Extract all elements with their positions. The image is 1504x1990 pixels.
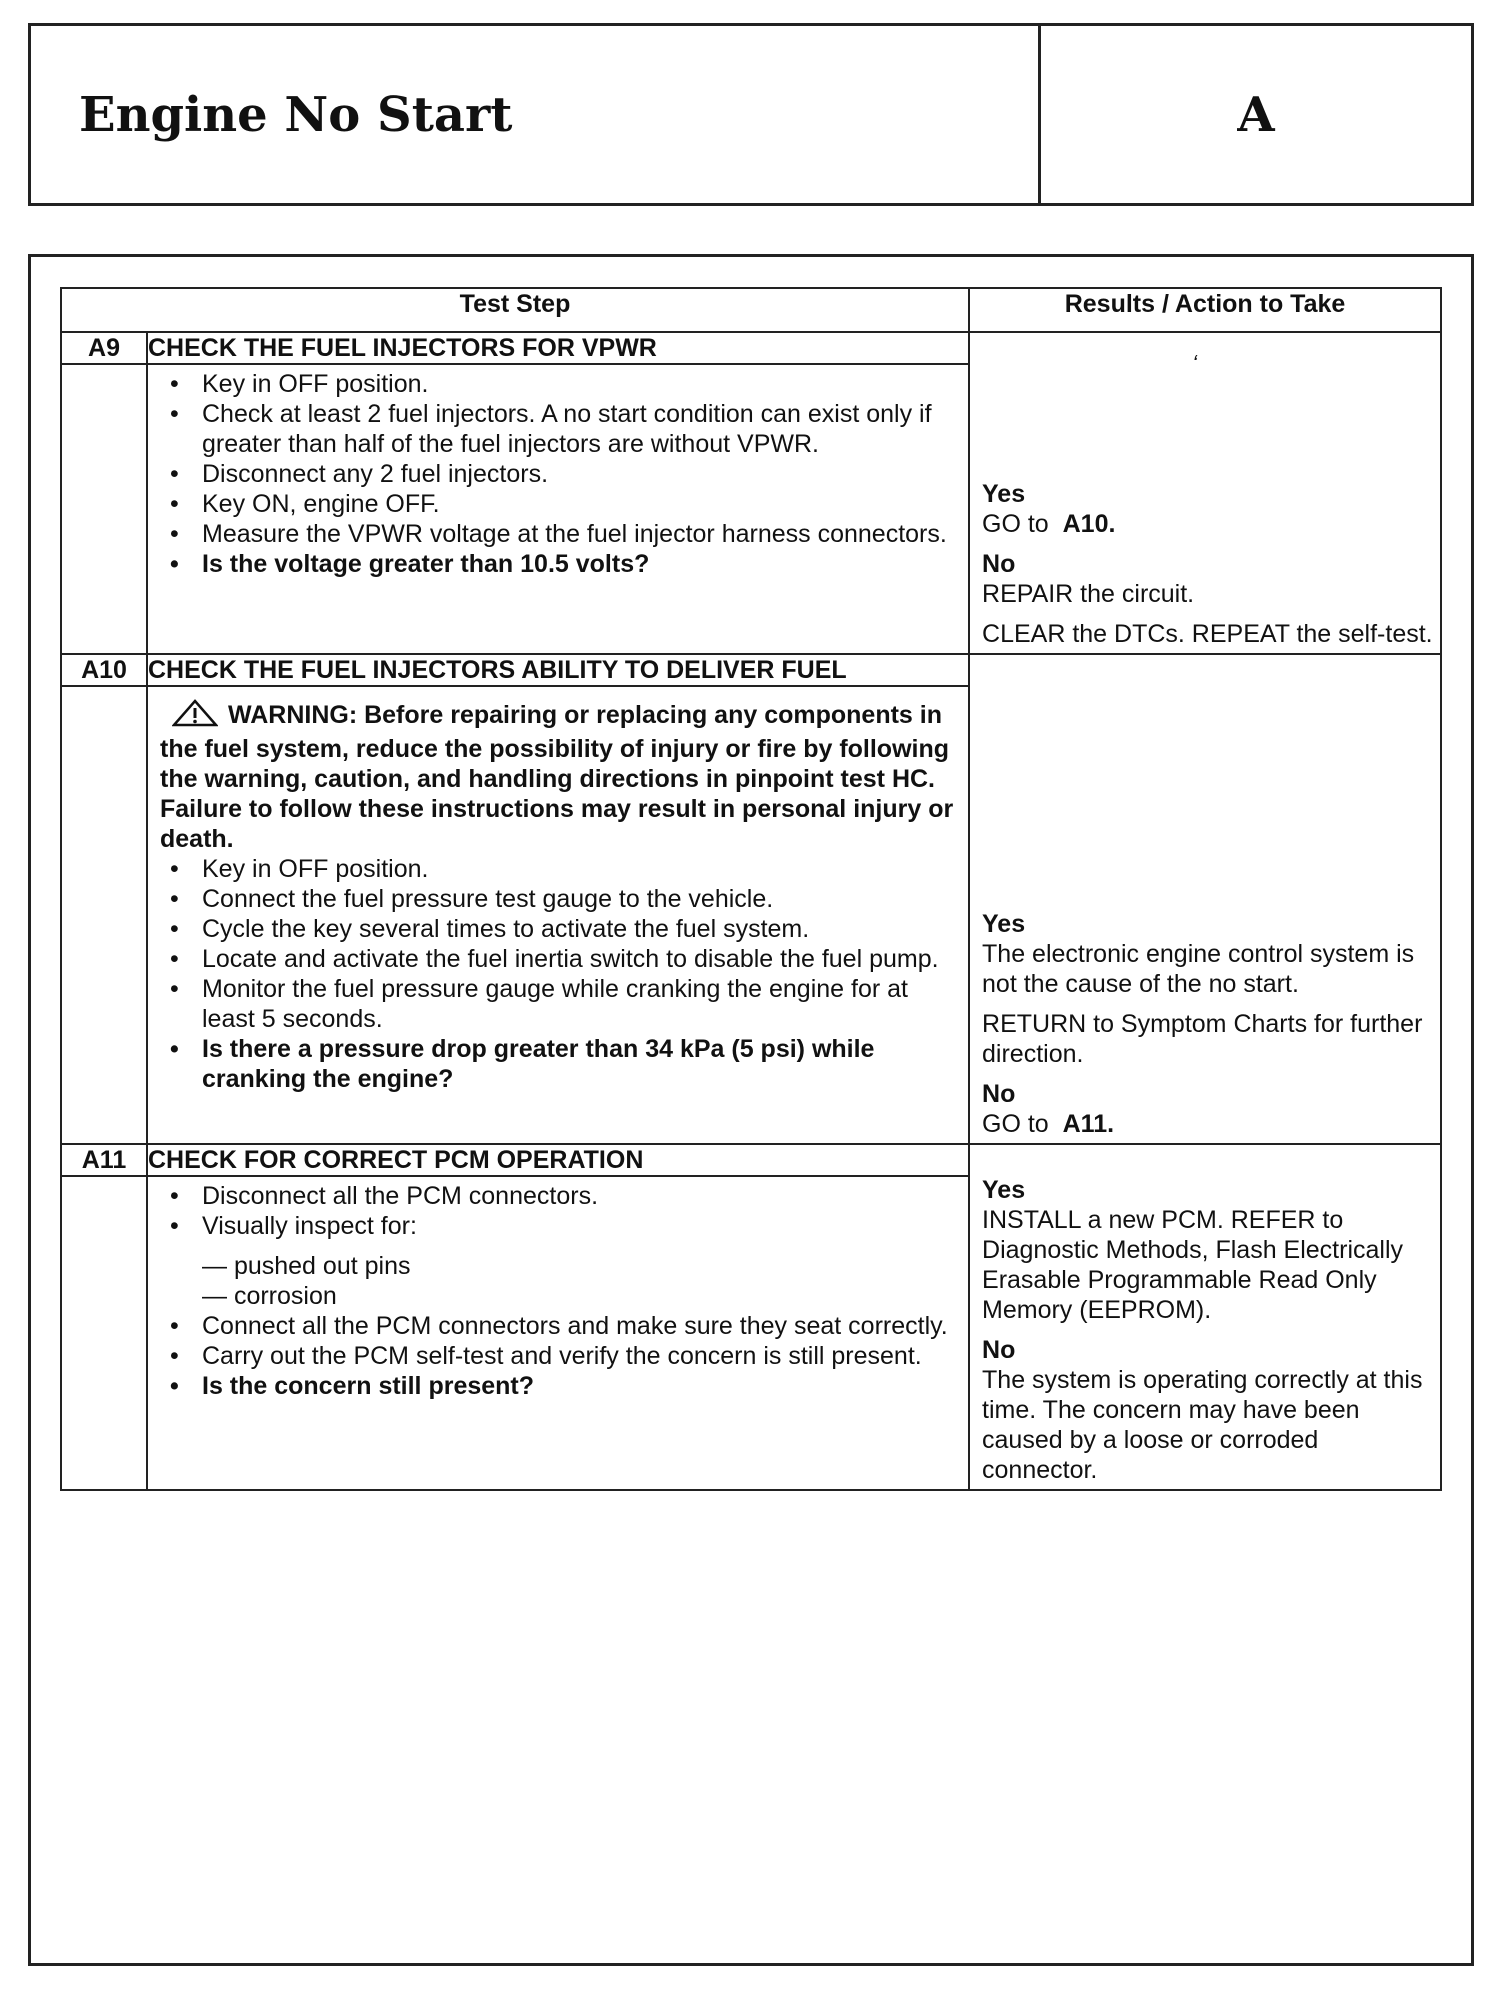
list-item-question: • Is there a pressure drop greater than 34 kPa (5 psi) while cranking the engine? — [170, 1035, 875, 1093]
section-letter: A — [1237, 86, 1275, 143]
list-item: • Monitor the fuel pressure gauge while cranking the engine for at least 5 seconds. — [170, 975, 908, 1033]
list-item: • Cycle the key several times to activate the fuel system. — [170, 915, 810, 943]
list-item: • Connect the fuel pressure test gauge to the vehicle. — [170, 885, 774, 913]
step-row-a11 — [61, 1144, 1441, 1176]
column-header-results: Results / Action to Take — [969, 288, 1441, 332]
list-item: • Connect all the PCM connectors and make sure they seat correctly. — [170, 1312, 948, 1340]
step-body — [147, 686, 969, 1144]
stray-mark: ʻ — [1192, 351, 1197, 376]
result-yes-text: INSTALL a new PCM. REFER to Diagnostic Methods, Flash Electrically Erasable Programmable Read Only Memory (EEPROM). — [982, 1206, 1404, 1324]
list-item: • Check at least 2 fuel injectors. A no start condition can exist only if greater than half of the fuel injectors are without VPWR. — [170, 400, 932, 458]
step-results — [969, 332, 1441, 654]
list-item: • Disconnect any 2 fuel injectors. — [170, 460, 549, 488]
step-title: CHECK THE FUEL INJECTORS FOR VPWR — [147, 332, 969, 364]
warning-block — [160, 691, 958, 854]
step-id: A10 — [61, 654, 147, 686]
list-item: • Disconnect all the PCM connectors. — [170, 1182, 599, 1210]
list-item-question: • Is the concern still present? — [170, 1372, 535, 1400]
result-yes-text: The electronic engine control system is not the cause of the no start. — [982, 940, 1415, 998]
result-no-text: CLEAR the DTCs. REPEAT the self-test. — [982, 620, 1433, 648]
step-results — [969, 1144, 1441, 1490]
step-body — [147, 1176, 969, 1490]
result-no-text: The system is operating correctly at this time. The concern may have been caused by a loose or corroded connector. — [982, 1366, 1423, 1484]
page-title: Engine No Start — [31, 26, 1041, 203]
step-id: A11 — [61, 1144, 147, 1176]
result-yes-label: Yes — [982, 910, 1026, 938]
result-no-action: GO to A11. — [982, 1110, 1115, 1138]
sub-item: — corrosion — [202, 1282, 337, 1310]
result-yes-label: Yes — [982, 1176, 1026, 1204]
result-no-label: No — [982, 1336, 1016, 1364]
list-item: • Key in OFF position. — [170, 855, 429, 883]
list-item: • Key in OFF position. — [170, 370, 429, 398]
step-body — [147, 364, 969, 654]
result-yes-label: Yes — [982, 480, 1026, 508]
list-item-question: • Is the voltage greater than 10.5 volts? — [170, 550, 650, 578]
warning-icon — [172, 699, 218, 734]
result-no-label: No — [982, 550, 1016, 578]
result-no-label: No — [982, 1080, 1016, 1108]
test-step-table — [60, 287, 1442, 1491]
list-item: • Carry out the PCM self-test and verify the concern is still present. — [170, 1342, 922, 1370]
result-no-text: REPAIR the circuit. — [982, 580, 1195, 608]
list-item: • Locate and activate the fuel inertia switch to disable the fuel pump. — [170, 945, 939, 973]
list-item: • Measure the VPWR voltage at the fuel injector harness connectors. — [170, 520, 947, 548]
title-box — [28, 23, 1474, 206]
step-row-a10 — [61, 654, 1441, 686]
list-item: • Key ON, engine OFF. — [170, 490, 440, 518]
step-id: A9 — [61, 332, 147, 364]
step-results — [969, 654, 1441, 1144]
sub-item: — pushed out pins — [202, 1252, 411, 1280]
step-row-a9 — [61, 332, 1441, 364]
list-item: • Visually inspect for: — [170, 1212, 417, 1240]
result-yes-action: GO to A10. — [982, 510, 1116, 538]
result-yes-text: RETURN to Symptom Charts for further direction. — [982, 1010, 1423, 1068]
step-title: CHECK FOR CORRECT PCM OPERATION — [147, 1144, 969, 1176]
warning-text: WARNING: Before repairing or replacing any components in the fuel system, reduce the possibility of injury or fire by following the warning, caution, and handling directions in pinpoint test HC. Failure to follow these instructions may result in personal injury or death. — [160, 701, 954, 853]
step-title: CHECK THE FUEL INJECTORS ABILITY TO DELIVER FUEL — [147, 654, 969, 686]
column-header-test-step: Test Step — [61, 288, 969, 332]
